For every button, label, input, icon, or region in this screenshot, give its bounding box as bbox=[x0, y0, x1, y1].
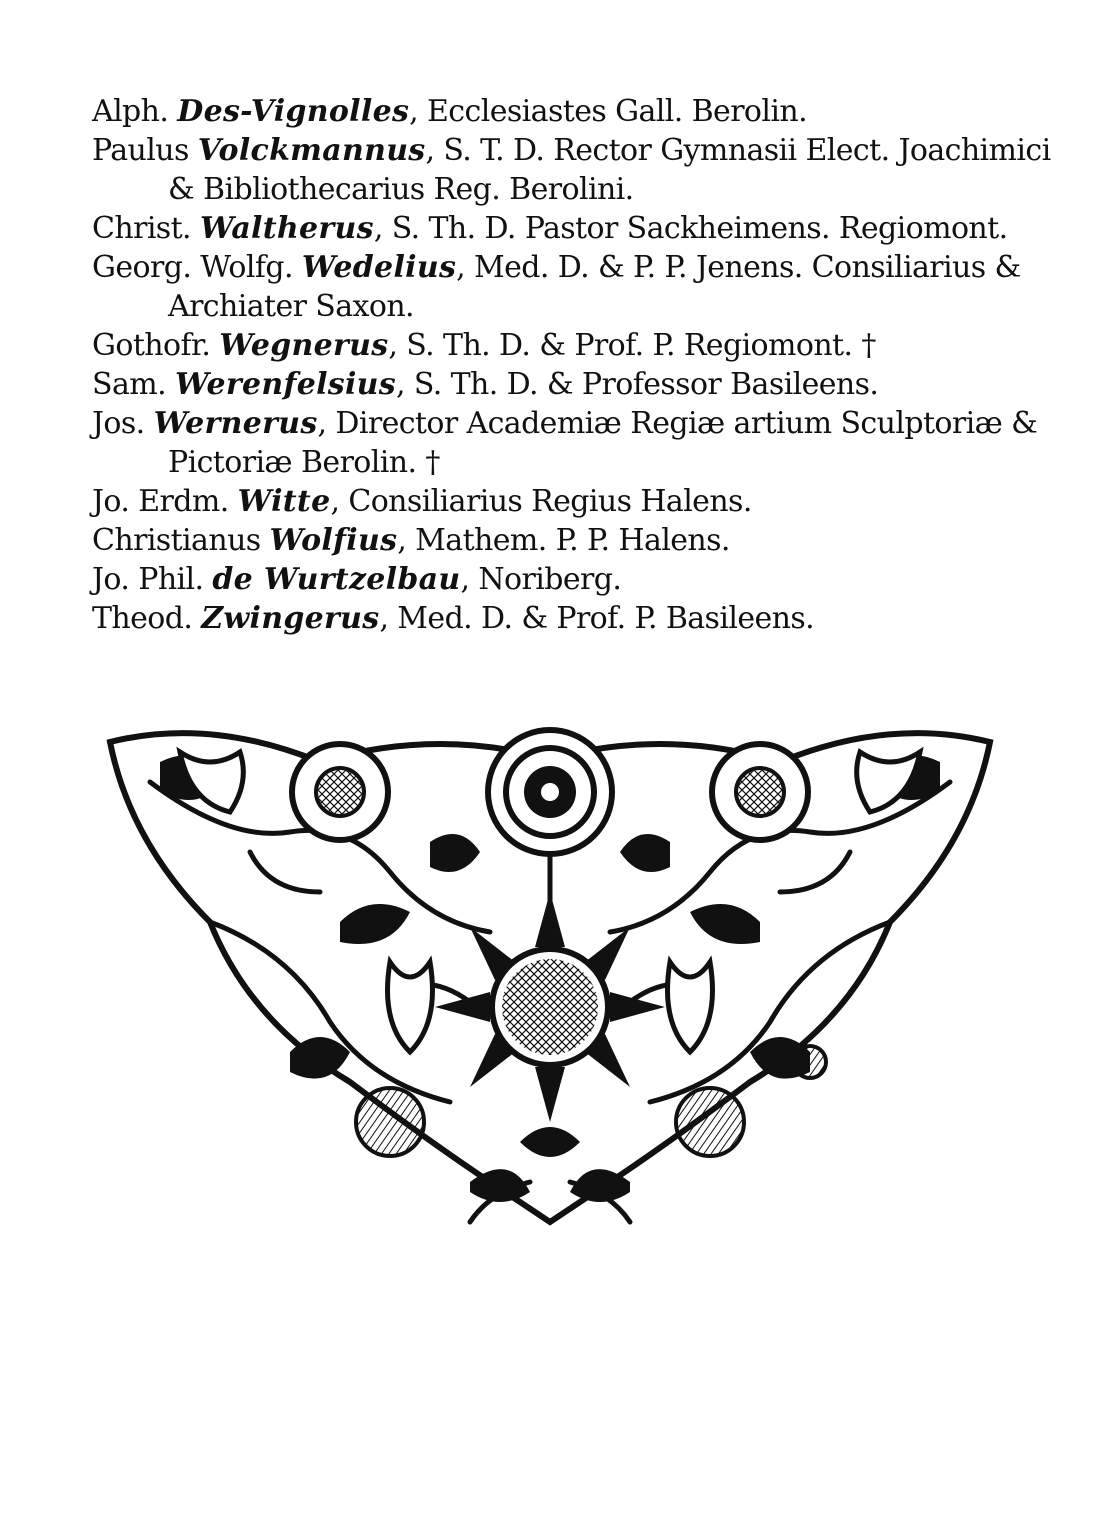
list-item: Theod. Zwingerus, Med. D. & Prof. P. Basileens. bbox=[92, 601, 815, 636]
list-item: Jos. Wernerus, Director Academiæ Regiæ artium Sculptoriæ & bbox=[92, 406, 1038, 441]
list-item: Christianus Wolfius, Mathem. P. P. Halens. bbox=[92, 523, 730, 558]
list-item-continuation: Archiater Saxon. bbox=[168, 289, 414, 324]
list-item: Sam. Werenfelsius, S. Th. D. & Professor Basileens. bbox=[92, 367, 879, 402]
list-item-continuation: Pictoriæ Berolin. † bbox=[168, 445, 440, 480]
list-item-continuation: & Bibliothecarius Reg. Berolini. bbox=[168, 172, 634, 207]
list-item: Jo. Erdm. Witte, Consiliarius Regius Halens. bbox=[92, 484, 752, 519]
list-item: Christ. Waltherus, S. Th. D. Pastor Sackheimens. Regiomont. bbox=[92, 211, 1008, 246]
list-item: Georg. Wolfg. Wedelius, Med. D. & P. P. Jenens. Consiliarius & bbox=[92, 250, 1021, 285]
list-item: Paulus Volckmannus, S. T. D. Rector Gymnasii Elect. Joachimici bbox=[92, 133, 1051, 168]
name-list bbox=[92, 92, 1051, 638]
list-item: Gothofr. Wegnerus, S. Th. D. & Prof. P. Regiomont. † bbox=[92, 328, 876, 363]
list-item: Jo. Phil. de Wurtzelbau, Noriberg. bbox=[92, 562, 622, 597]
list-item: Alph. Des-Vignolles, Ecclesiastes Gall. Berolin. bbox=[92, 94, 808, 129]
floral-woodcut-tailpiece-icon bbox=[90, 722, 1010, 1242]
